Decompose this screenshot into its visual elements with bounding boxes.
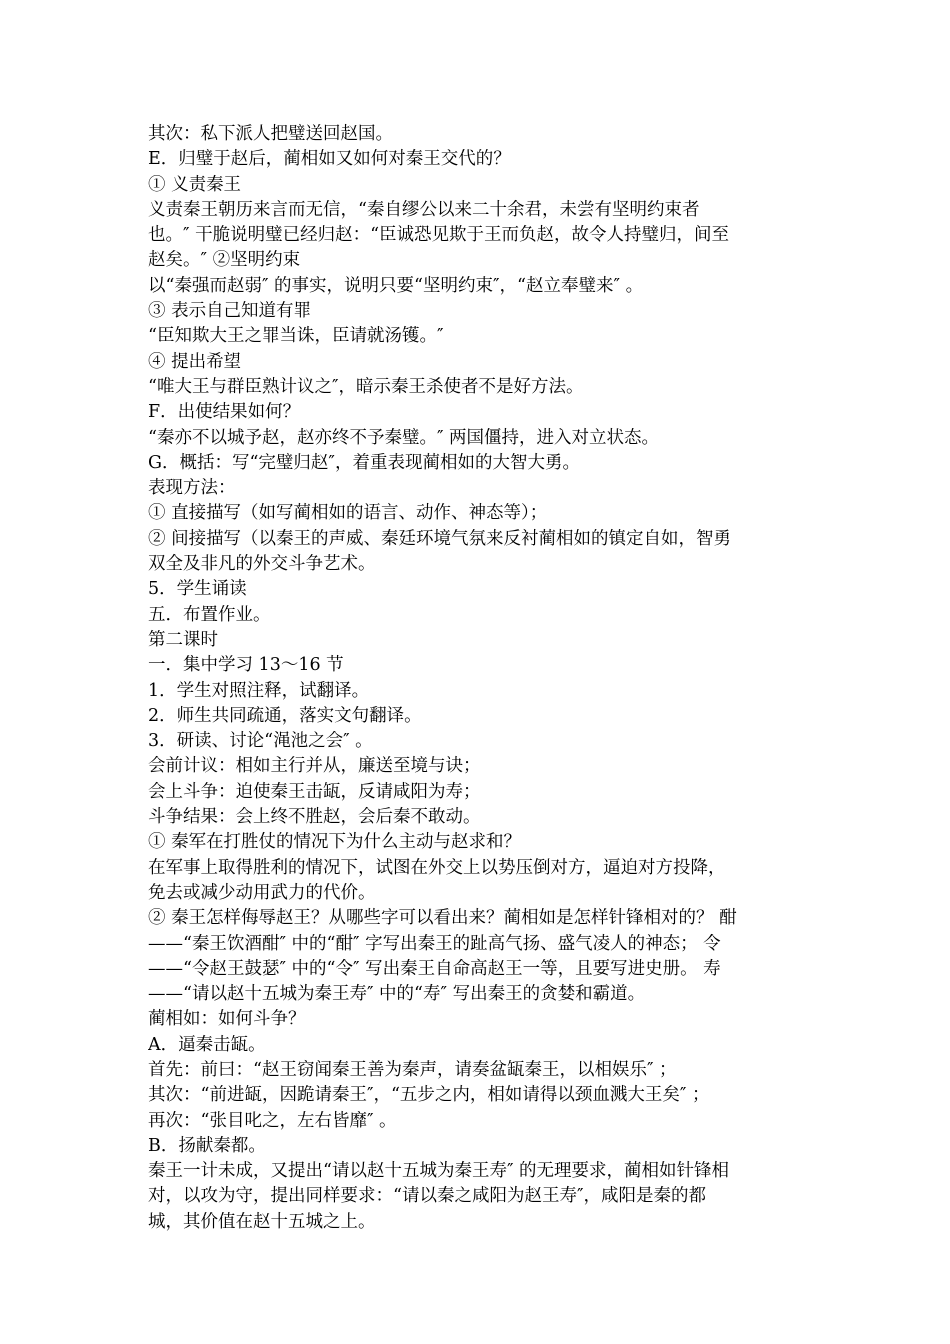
text-line: 以“秦强而赵弱″ 的事实，说明只要“坚明约束″，“赵立奉璧来″ 。 [148,275,644,296]
text-line: 城，其价值在赵十五城之上。 [148,1211,376,1232]
text-line: B．扬献秦都。 [148,1135,266,1156]
text-line: 其次：“前进缻，因跪请秦王″，“五步之内，相如请得以颈血溅大王矣″ ； [148,1085,710,1106]
text-line: E．归璧于赵后，蔺相如又如何对秦王交代的？ [148,149,511,170]
text-line: ③ 表示自己知道有罪 [148,301,312,322]
text-line: “唯大王与群臣熟计议之″，暗示秦王杀使者不是好方法。 [148,376,584,397]
text-line: 斗争结果：会上终不胜赵，会后秦不敢动。 [148,807,481,828]
text-line: 2．师生共同疏通，落实文句翻译。 [148,705,422,726]
text-line: 会前计议：相如主行并从，廉送至境与诀； [148,756,481,777]
text-line: 秦王一计未成，又提出“请以赵十五城为秦王寿″ 的无理要求，蔺相如针锋相 [148,1161,730,1182]
text-line: ② 间接描写（以秦王的声威、秦廷环境气氛来反衬蔺相如的镇定自如，智勇 [148,528,732,549]
text-line: ——“请以赵十五城为秦王寿″ 中的“寿″ 写出秦王的贪婪和霸道。 [148,984,646,1005]
text-line: ① 义责秦王 [148,174,242,195]
text-line: 蔺相如：如何斗争？ [148,1009,306,1030]
text-line: F．出使结果如何？ [148,402,301,423]
text-line: 在军事上取得胜利的情况下，试图在外交上以势压倒对方，逼迫对方投降， [148,857,726,878]
text-line: 会上斗争：迫使秦王击缻，反请咸阳为寿； [148,781,481,802]
text-line: 第二课时 [148,629,218,650]
text-line: A．逼秦击缻。 [148,1034,266,1055]
text-line: ④ 提出希望 [148,351,242,372]
text-line: “秦亦不以城予赵，赵亦终不予秦璧。″ 两国僵持，进入对立状态。 [148,427,660,448]
text-line: 五．布置作业。 [148,604,271,625]
text-line: 其次：私下派人把璧送回赵国。 [148,124,393,144]
text-line: G．概括：写“完璧归赵″，着重表现蔺相如的大智大勇。 [148,452,580,473]
text-line: 再次：“张目叱之，左右皆靡″ 。 [148,1110,397,1131]
text-line: ① 直接描写（如写蔺相如的语言、动作、神态等）； [148,503,548,524]
text-line: 赵矣。″ ②坚明约束 [148,250,301,271]
text-line: ① 秦军在打胜仗的情况下为什么主动与赵求和？ [148,832,522,853]
text-line: ——“令赵王鼓瑟″ 中的“令″ 写出秦王自命高赵王一等，且要写进史册。 寿 [148,958,721,979]
text-line: 首先：前曰：“赵王窃闻秦王善为秦声，请奏盆缻秦王，以相娱乐″ ； [148,1059,677,1080]
document-body [148,122,808,1235]
text-line: “臣知欺大王之罪当诛，臣请就汤镬。″ [148,326,444,347]
text-line: ② 秦王怎样侮辱赵王？从哪些字可以看出来？蔺相如是怎样针锋相对的？ 酣 [148,908,737,929]
text-line: 表现方法： [148,478,236,499]
text-line: 一．集中学习 13～16 节 [148,655,344,676]
text-line: ——“秦王饮酒酣″ 中的“酣″ 字写出秦王的趾高气扬、盛气凌人的神态； 令 [148,933,721,954]
text-line: 也。″ 干脆说明璧已经归赵：“臣诚恐见欺于王而负赵，故令人持璧归，间至 [148,225,730,246]
text-line: 双全及非凡的外交斗争艺术。 [148,554,376,575]
text-line: 义责秦王朝历来言而无信，“秦自缪公以来二十余君，未尝有坚明约束者 [148,199,700,220]
text-line: 5．学生诵读 [148,579,247,600]
text-line: 3．研读、讨论“渑池之会″ 。 [148,731,373,752]
text-line: 免去或减少动用武力的代价。 [148,882,376,903]
text-line: 对，以攻为守，提出同样要求：“请以秦之咸阳为赵王寿″，咸阳是秦的都 [148,1186,706,1207]
text-line: 1．学生对照注释，试翻译。 [148,680,370,701]
